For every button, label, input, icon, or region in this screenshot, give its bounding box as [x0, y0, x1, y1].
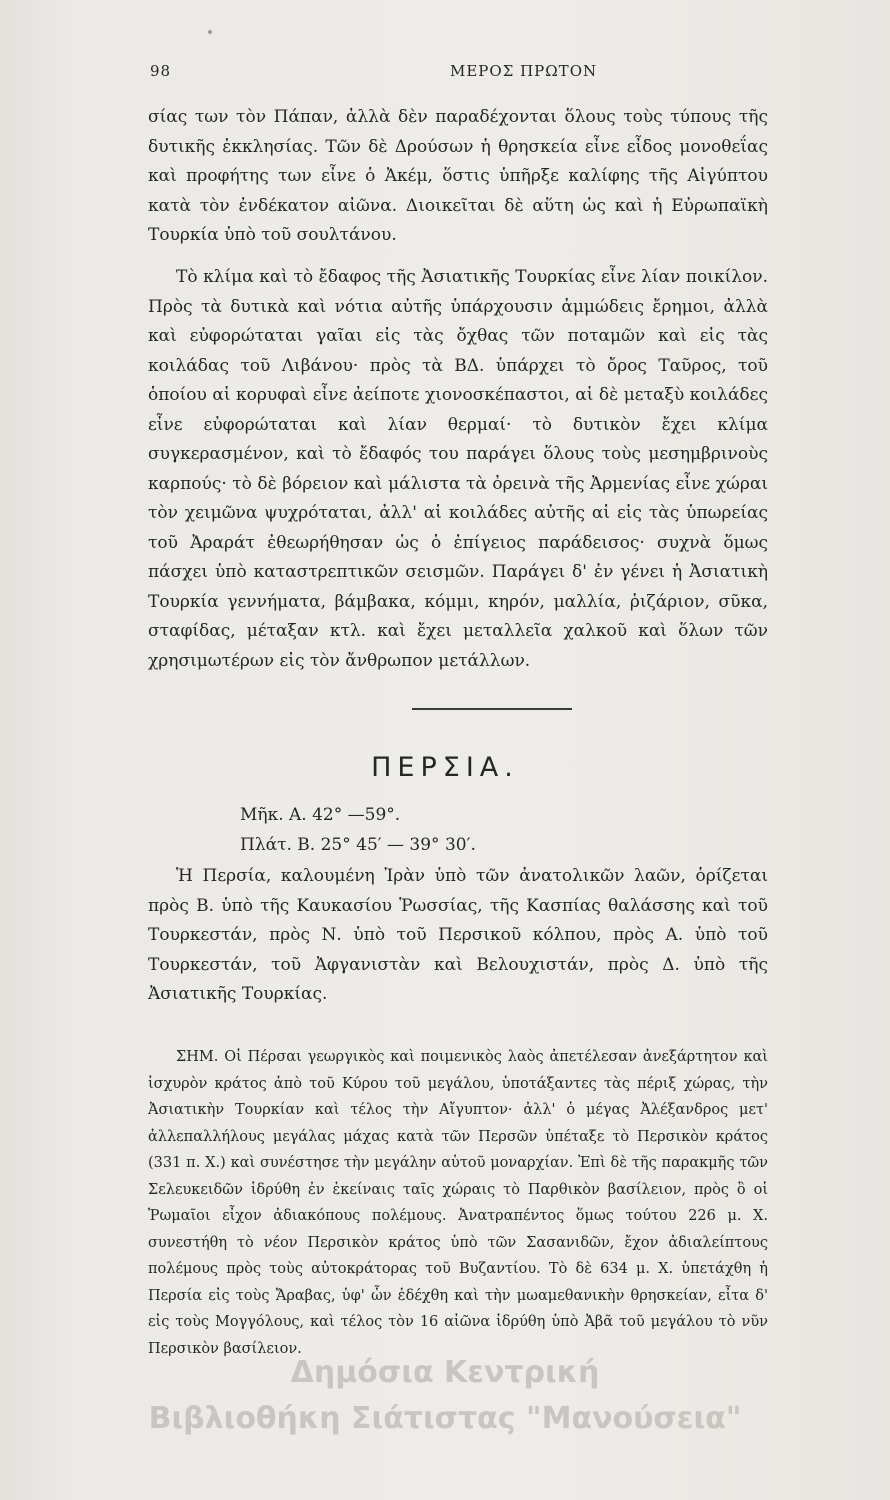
- note-text: ΣΗΜ. Οἱ Πέρσαι γεωργικὸς καὶ ποιμενικὸς λαὸς ἀπετέλεσαν ἀνεξάρτητον καὶ ἰσχυρὸν κράτος ἀπὸ τοῦ Κύρου τοῦ μεγάλου, ὑποτάξαντες τὰς πέριξ χώρας, τὴν Ἀσιατικὴν Τουρκίαν καὶ τέλος τὴν Αἴγυπτον· ἀλλ' ὁ μέγας Ἀλέξανδρος μετ' ἀλλεπαλλήλους μεγάλας μάχας κατὰ τῶν Περσῶν ὑπέταξε τὸ Περσικὸν κράτος (331 π. Χ.) καὶ συνέστησε τὴν μεγάλην αὑτοῦ μοναρχίαν. Ἐπὶ δὲ τῆς παρακμῆς τῶν Σελευκειδῶν ἱδρύθη ἐν ἐκείναις ταῖς χώραις τὸ Παρθικὸν βασίλειον, πρὸς ὃ οἱ Ῥωμαῖοι εἶχον ἀδιακόπους πολέμους. Ἀνατραπέντος ὅμως τούτου 226 μ. Χ. συνεστήθη τὸ νέον Περσικὸν κράτος ὑπὸ τῶν Σασανιδῶν, ἔχον ἀδιαλείπτους πολέμους πρὸς τοὺς αὐτοκράτορας τοῦ Βυζαντίου. Τὸ δὲ 634 μ. Χ. ὑπετάχθη ἡ Περσία εἰς τοὺς Ἄραβας, ὑφ' ὧν ἐδέχθη καὶ τὴν μωαμεθανικὴν θρησκείαν, εἶτα δ' εἰς τοὺς Μογγόλους, καὶ τέλος τὸν 16 αἰῶνα ἱδρύθη ὑπὸ Ἀβᾶ τοῦ μεγάλου τὸ νῦν Περσικὸν βασίλειον.: [148, 1049, 768, 1357]
- paragraph-text: Τὸ κλίμα καὶ τὸ ἔδαφος τῆς Ἀσιατικῆς Τουρκίας εἶνε λίαν ποικίλον. Πρὸς τὰ δυτικὰ καὶ νότια αὐτῆς ὑπάρχουσιν ἀμμώδεις ἔρημοι, ἀλλὰ καὶ εὐφορώταται γαῖαι εἰς τὰς ὄχθας τῶν ποταμῶν καὶ εἰς τὰς κοιλάδας τοῦ Λιβάνου· πρὸς τὰ ΒΔ. ὑπάρχει τὸ ὄρος Ταῦρος, τοῦ ὁποίου αἱ κορυφαὶ εἶνε ἀείποτε χιονοσκέπαστοι, αἱ δὲ μεταξὺ κοιλάδες εἶνε εὐφορώταται καὶ λίαν θερμαί· τὸ δυτικὸν ἔχει κλίμα συγκερασμένον, καὶ τὸ ἔδαφός του παράγει ὅλους τοὺς μεσημβρινοὺς καρπούς· τὸ δὲ βόρειον καὶ μάλιστα τὰ ὀρεινὰ τῆς Ἀρμενίας εἶνε χώραι τὸν χειμῶνα ψυχρόταται, ἀλλ' αἱ κοιλάδες αὐτῆς αἱ εἰς τὰς ὑπωρείας τοῦ Ἀραράτ ἐθεωρήθησαν ὡς ὁ ἐπίγειος παράδεισος· συχνὰ ὅμως πάσχει ὑπὸ καταστρεπτικῶν σεισμῶν. Παράγει δ' ἐν γένει ἡ Ἀσιατικὴ Τουρκία γεννήματα, βάμβακα, κόμμι, κηρόν, μαλλία, ῥιζάριον, σῦκα, σταφίδας, μέταξαν κτλ. καὶ ἔχει μεταλλεῖα χαλκοῦ καὶ ὅλων τῶν χρησιμωτέρων εἰς τὸν ἄνθρωπον μετάλλων.: [148, 267, 768, 671]
- longitude-line: Μῆκ. Α. 42° —59°.: [240, 805, 401, 825]
- body-paragraph-borders: [148, 862, 768, 1010]
- historical-note: [148, 1044, 768, 1362]
- watermark-line-2: Βιβλιοθήκη Σιάτιστας "Μανούσεια": [148, 1401, 742, 1436]
- library-watermark: [0, 1350, 890, 1442]
- body-paragraph-continued: [148, 103, 768, 251]
- watermark-line-1: Δημόσια Κεντρική: [290, 1355, 600, 1390]
- body-paragraph-climate: [148, 263, 768, 676]
- page-number: 98: [150, 62, 172, 80]
- ink-smudge: [208, 30, 212, 34]
- section-heading: ΠΕΡΣΙΑ.: [371, 752, 519, 783]
- paragraph-text: Ἡ Περσία, καλουμένη Ἰρὰν ὑπὸ τῶν ἀνατολικῶν λαῶν, ὁρίζεται πρὸς Β. ὑπὸ τῆς Καυκασίου Ῥωσσίας, τῆς Κασπίας θαλάσσης καὶ τοῦ Τουρκεστάν, πρὸς Ν. ὑπὸ τοῦ Περσικοῦ κόλπου, πρὸς Α. ὑπὸ τοῦ Τουρκεστάν, τοῦ Ἀφγανιστὰν καὶ Βελουχιστάν, πρὸς Δ. ὑπὸ τῆς Ἀσιατικῆς Τουρκίας.: [148, 866, 768, 1004]
- coordinates-block: [240, 800, 476, 860]
- latitude-line: Πλάτ. Β. 25° 45′ — 39° 30′.: [240, 835, 476, 855]
- section-divider: [412, 708, 572, 710]
- paragraph-text: σίας των τὸν Πάπαν, ἀλλὰ δὲν παραδέχονται ὅλους τοὺς τύπους τῆς δυτικῆς ἐκκλησίας. Τῶν δὲ Δρούσων ἡ θρησκεία εἶνε εἶδος μονοθεΐας καὶ προφήτης των εἶνε ὁ Ἀκέμ, ὅστις ὑπῆρξε καλίφης τῆς Αἰγύπτου κατὰ τὸν ἐνδέκατον αἰῶνα. Διοικεῖται δὲ αὕτη ὡς καὶ ἡ Εὐρωπαϊκὴ Τουρκία ὑπὸ τοῦ σουλτάνου.: [148, 107, 768, 245]
- running-title: ΜΕΡΟΣ ΠΡΩΤΟΝ: [450, 62, 598, 80]
